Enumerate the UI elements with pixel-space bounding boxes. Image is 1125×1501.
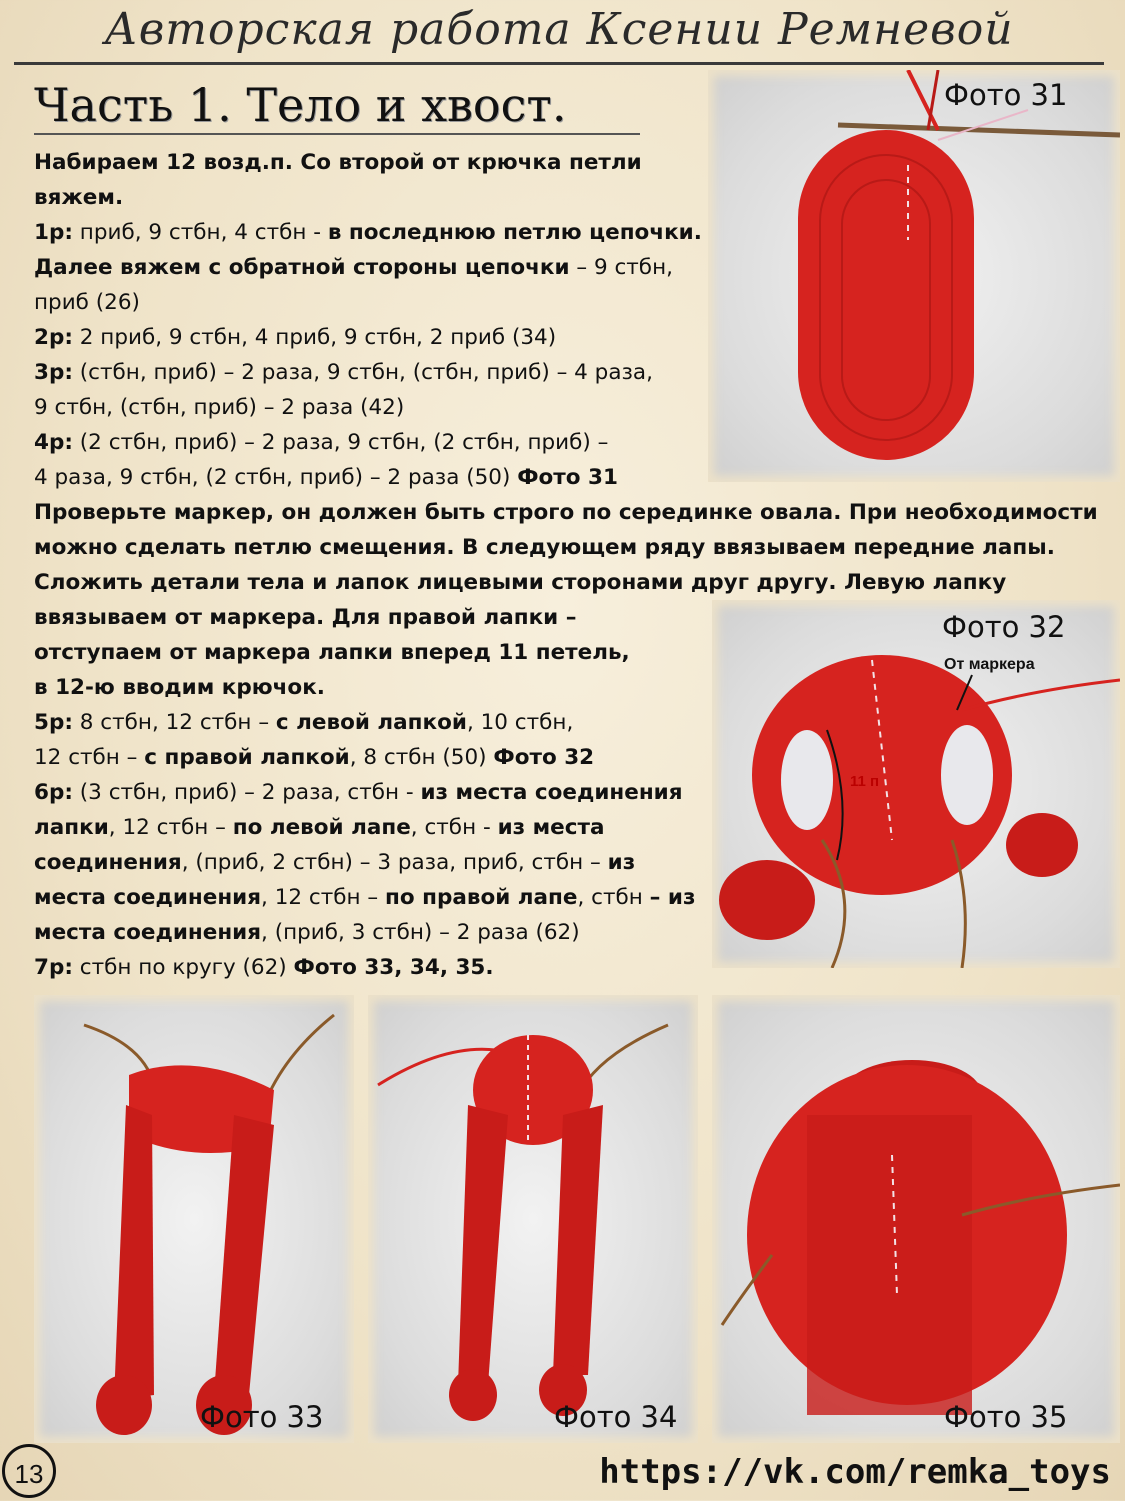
instruction-segment: вяжем.	[34, 185, 124, 210]
instruction-segment: , 10 стбн,	[466, 710, 574, 735]
instruction-segment: соединения	[34, 850, 182, 875]
instruction-segment: в последнюю петлю цепочки.	[327, 220, 702, 245]
photo-32-image	[712, 600, 1120, 968]
instruction-segment: 8 стбн, 12 стбн –	[72, 710, 276, 735]
photo-35	[712, 995, 1120, 1443]
instruction-segment: из места	[497, 815, 605, 840]
instruction-segment: 4 раза, 9 стбн, (2 стбн, приб) – 2 раза (50)	[34, 465, 518, 490]
instruction-segment: 4р:	[34, 430, 73, 455]
photo-34-label: Фото 34	[554, 1400, 678, 1434]
instruction-segment: места соединения	[34, 885, 262, 910]
instruction-segment: (2 стбн, приб) – 2 раза, 9 стбн, (2 стбн, приб) –	[72, 430, 609, 455]
instruction-segment: , 12 стбн –	[261, 885, 385, 910]
instruction-segment: (стбн, приб) – 2 раза, 9 стбн, (стбн, приб) – 4 раза,	[72, 360, 653, 385]
instruction-segment: 1р:	[34, 220, 73, 245]
photo-31	[708, 70, 1120, 482]
instruction-segment: 2 приб, 9 стбн, 4 приб, 9 стбн, 2 приб (34)	[72, 325, 557, 350]
instruction-segment: по левой лапе	[232, 815, 411, 840]
marker-label: От маркера	[944, 656, 1035, 673]
instruction-segment: 2р:	[34, 325, 73, 350]
instruction-segment: – из	[649, 885, 696, 910]
instruction-segment: , стбн	[577, 885, 650, 910]
author-header: Авторская работа Ксении Ремневой	[104, 4, 1014, 55]
instruction-segment: отступаем от маркера лапки вперед 11 петель,	[34, 640, 630, 665]
instruction-segment: 12 стбн –	[34, 745, 145, 770]
instruction-line	[34, 495, 1114, 530]
instruction-segment: из	[607, 850, 636, 875]
instruction-line	[34, 565, 1114, 600]
instruction-segment: Фото 33, 34, 35.	[293, 955, 494, 980]
instruction-segment: , 12 стбн –	[108, 815, 233, 840]
header-rule	[14, 62, 1104, 65]
instruction-segment: Проверьте маркер, он должен быть строго по серединке овала. При необходимости	[34, 500, 1098, 525]
photo-33-label: Фото 33	[200, 1400, 324, 1434]
instruction-segment: ввязываем от маркера. Для правой лапки –	[34, 605, 577, 630]
photo-32	[712, 600, 1120, 968]
photo-31-label: Фото 31	[944, 78, 1068, 112]
instruction-segment: (3 стбн, приб) – 2 раза, стбн -	[72, 780, 421, 805]
instruction-segment: 5р:	[34, 710, 73, 735]
photo-35-label: Фото 35	[944, 1400, 1068, 1434]
instruction-segment: с левой лапкой	[275, 710, 467, 735]
stitch-count-label: 11 п	[850, 773, 880, 790]
instruction-segment: Набираем 12 возд.п. Со второй от крючка петли	[34, 150, 642, 175]
instruction-segment: 9 стбн, (стбн, приб) – 2 раза (42)	[34, 395, 405, 420]
photo-33	[34, 995, 354, 1443]
instruction-segment: приб (26)	[34, 290, 140, 315]
instruction-segment: из места соединения	[420, 780, 683, 805]
photo-35-image	[712, 995, 1120, 1443]
photo-33-image	[34, 995, 354, 1443]
instruction-segment: с правой лапкой	[144, 745, 350, 770]
instruction-segment: можно сделать петлю смещения. В следующем ряду ввязываем передние лапы.	[34, 535, 1055, 560]
footer-url-link[interactable]: https://vk.com/remka_toys	[599, 1452, 1111, 1492]
instruction-segment: 3р:	[34, 360, 73, 385]
instruction-segment: места соединения	[34, 920, 262, 945]
instruction-segment: стбн по кругу (62)	[72, 955, 294, 980]
instruction-segment: по правой лапе	[385, 885, 578, 910]
instruction-segment: Сложить детали тела и лапок лицевыми сторонами друг другу. Левую лапку	[34, 570, 1007, 595]
instruction-segment: – 9 стбн,	[569, 255, 673, 280]
section-title: Часть 1. Тело и хвост.	[34, 78, 567, 132]
photo-34	[368, 995, 698, 1443]
instruction-segment: 6р:	[34, 780, 73, 805]
photo-34-image	[368, 995, 698, 1443]
instruction-segment: , (приб, 2 стбн) – 3 раза, приб, стбн –	[181, 850, 608, 875]
instruction-segment: , (приб, 3 стбн) – 2 раза (62)	[261, 920, 580, 945]
instruction-line	[34, 530, 1114, 565]
instruction-segment: в 12-ю вводим крючок.	[34, 675, 325, 700]
section-title-rule	[34, 133, 640, 135]
instruction-segment: Фото 31	[517, 465, 618, 490]
photo-31-image	[708, 70, 1120, 482]
instruction-segment: Далее вяжем с обратной стороны цепочки	[34, 255, 570, 280]
photo-32-label: Фото 32	[942, 610, 1066, 644]
instruction-segment: приб, 9 стбн, 4 стбн -	[72, 220, 328, 245]
instruction-segment: Фото 32	[493, 745, 595, 770]
instruction-segment: лапки	[34, 815, 109, 840]
instruction-segment: , стбн -	[410, 815, 498, 840]
instruction-segment: 7р:	[34, 955, 73, 980]
page-number: 13	[2, 1444, 56, 1498]
instruction-segment: , 8 стбн (50)	[349, 745, 494, 770]
